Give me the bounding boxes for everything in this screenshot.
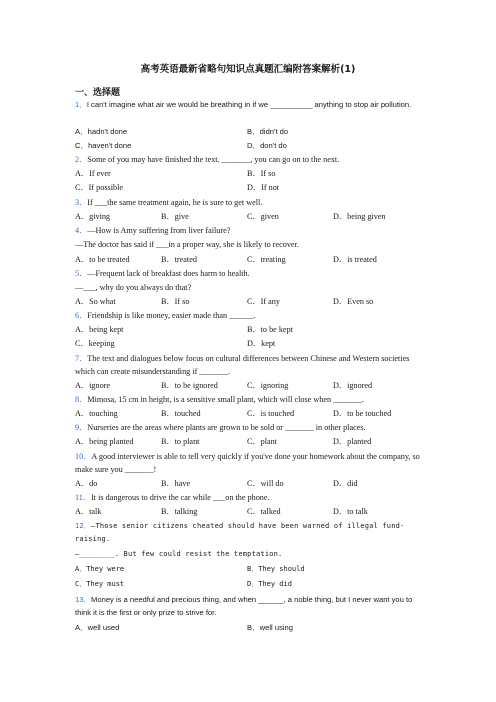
option-b[interactable]: B．treated (161, 255, 197, 264)
option-b[interactable]: B．They should (247, 565, 305, 573)
question-4-line2: —The doctor has said if ___in a proper way, she is likely to recover. (75, 240, 299, 249)
option-c[interactable]: C．They must (75, 580, 125, 588)
option-c[interactable]: C．treating (247, 255, 286, 264)
options-10 (75, 477, 420, 490)
option-b[interactable]: B．If so (247, 169, 276, 178)
option-b[interactable]: B．talking (161, 507, 198, 516)
question-5-line2: —___, why do you always do that? (75, 283, 192, 292)
options-5 (75, 295, 420, 308)
question-8 (75, 393, 420, 406)
option-a[interactable]: A．well used (75, 623, 120, 632)
options-12b (75, 578, 420, 591)
option-b[interactable]: B．to be kept (247, 325, 293, 334)
question-10 (75, 450, 420, 476)
option-d[interactable]: D．ignored (333, 381, 373, 390)
options-1 (75, 125, 420, 138)
question-text: I can't imagine what air we would be breathing in if we __________ anything to stop air pollution. (86, 100, 412, 109)
option-a[interactable]: A．touching (75, 409, 118, 418)
question-13 (75, 593, 420, 619)
option-d[interactable]: D．being given (333, 212, 386, 221)
options-6 (75, 323, 420, 336)
options-2 (75, 167, 420, 180)
options-12 (75, 563, 420, 576)
option-d[interactable]: D．kept (247, 339, 276, 348)
option-a[interactable]: A．being kept (75, 325, 124, 334)
question-number: 8． (75, 395, 88, 404)
question-number: 13． (75, 595, 92, 604)
option-b[interactable]: B．have (161, 479, 191, 488)
option-c[interactable]: C．is touched (247, 409, 295, 418)
option-c[interactable]: C．If any (247, 297, 280, 306)
question-12-line2: —________. But few could resist the temptation. (75, 550, 283, 558)
question-number: 12． (75, 522, 92, 530)
option-d[interactable]: D．is treated (333, 255, 377, 264)
option-d[interactable]: D．Even so (333, 297, 374, 306)
option-a[interactable]: A．They were (75, 565, 125, 573)
question-number: 2． (75, 155, 88, 164)
question-text: Money is a needful and precious thing, and when ______, a noble thing, but I never want you to think it is the first or only prize to strive for. (75, 595, 413, 617)
option-b[interactable]: B．touched (161, 409, 201, 418)
question-text: —Those senior citizens cheated should have been warned of illegal fund-raising. (75, 522, 405, 543)
options-11 (75, 505, 420, 518)
section-heading: 一、选择题 (75, 88, 121, 98)
option-c[interactable]: C．talked (247, 507, 281, 516)
question-text: —Frequent lack of breakfast does harm to health. (87, 269, 250, 278)
options-13 (75, 621, 420, 634)
question-12 (75, 520, 420, 546)
option-c[interactable]: C．will do (247, 479, 284, 488)
question-2 (75, 153, 420, 166)
question-4 (75, 224, 420, 237)
options-6b (75, 337, 420, 350)
question-number: 11． (75, 493, 92, 502)
option-a[interactable]: A．ignore (75, 381, 111, 390)
question-text: —How is Amy suffering from liver failure? (87, 226, 231, 235)
options-2b (75, 181, 420, 194)
question-number: 6． (75, 311, 88, 320)
option-d[interactable]: D．If not (247, 183, 280, 192)
option-b[interactable]: B．to plant (161, 437, 200, 446)
question-text: Nurseries are the areas where plants are grown to be sold or _______ in other places. (87, 423, 366, 432)
question-1 (75, 98, 420, 111)
option-c[interactable]: C．ignoring (247, 381, 289, 390)
option-a[interactable]: A．If ever (75, 169, 111, 178)
options-7 (75, 379, 420, 392)
option-d[interactable]: D．to talk (333, 507, 368, 516)
options-3 (75, 210, 420, 223)
option-a[interactable]: A．giving (75, 212, 111, 221)
question-text: The text and dialogues below focus on cultural differences between Chinese and Western societies which can create misunderstanding if _______. (75, 354, 410, 376)
question-number: 4． (75, 226, 88, 235)
question-number: 9． (75, 423, 88, 432)
question-text: Some of you may have finished the text. _______, you can go on to the next. (87, 155, 340, 164)
question-text: Friendship is like money, easier made than ______. (87, 311, 256, 320)
question-text: It is dangerous to drive the car while ___on the phone. (91, 493, 270, 502)
option-c[interactable]: C．haven't done (75, 141, 132, 150)
question-9 (75, 421, 420, 434)
option-d[interactable]: D．to be touched (333, 409, 392, 418)
options-1b (75, 139, 420, 152)
option-b[interactable]: B．well using (247, 623, 294, 632)
option-c[interactable]: C．given (247, 212, 279, 221)
document-title: 高考英语最新省略句知识点真题汇编附答案解析(1) (140, 64, 356, 75)
question-text: If ___the same treatment again, he is sure to get well. (87, 198, 263, 207)
question-number: 3． (75, 198, 88, 207)
option-a[interactable]: A．to be treated (75, 255, 130, 264)
option-b[interactable]: B．If so (161, 297, 190, 306)
question-7 (75, 352, 420, 378)
options-4 (75, 253, 420, 266)
question-number: 7． (75, 354, 88, 363)
question-text: Mimosa, 15 cm in height, is a sensitive small plant, which will close when _______. (87, 395, 364, 404)
option-a[interactable]: A．So what (75, 297, 116, 306)
option-c[interactable]: C．plant (247, 437, 278, 446)
option-a[interactable]: A．being planted (75, 437, 134, 446)
question-number: 1． (75, 100, 87, 109)
question-11 (75, 491, 420, 504)
option-b[interactable]: B．to be ignored (161, 381, 218, 390)
option-b[interactable]: B．give (161, 212, 189, 221)
option-d[interactable]: D．planted (333, 437, 372, 446)
option-a[interactable]: A．talk (75, 507, 102, 516)
question-number: 5． (75, 269, 88, 278)
option-c[interactable]: C．keeping (75, 339, 115, 348)
option-d[interactable]: D．They did (247, 580, 292, 588)
question-text: A good interviewer is able to tell very quickly if you've done your homework about the company, so make sure you _______! (75, 452, 420, 474)
option-d[interactable]: D．don't do (247, 141, 287, 150)
question-3 (75, 196, 420, 209)
option-d[interactable]: D．did (333, 479, 358, 488)
option-b[interactable]: B．didn't do (247, 127, 289, 136)
question-number: 10． (75, 452, 92, 461)
option-a[interactable]: A．do (75, 479, 98, 488)
options-8 (75, 407, 420, 420)
option-c[interactable]: C．If possible (75, 183, 123, 192)
question-5 (75, 267, 420, 280)
question-6 (75, 309, 420, 322)
options-9 (75, 435, 420, 448)
option-a[interactable]: A．hadn't done (75, 127, 128, 136)
